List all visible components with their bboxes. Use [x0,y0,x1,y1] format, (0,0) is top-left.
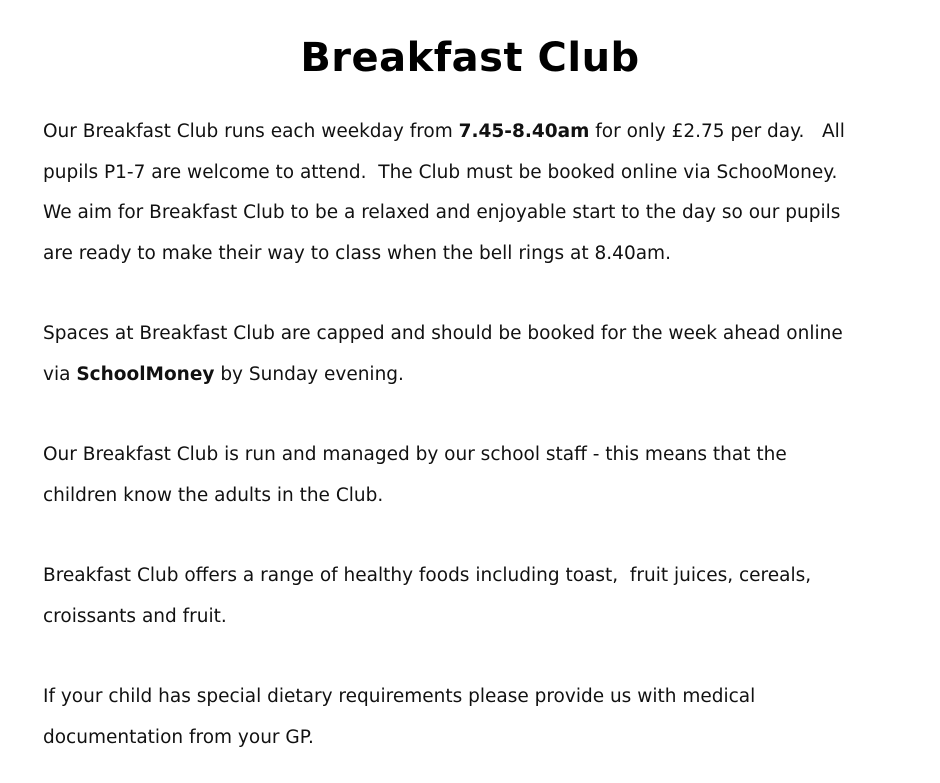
text-line: If your child has special dietary requirements please provide us with medical [43,686,756,707]
paragraph-dietary [43,677,913,758]
text-line: We aim for Breakfast Club to be a relaxed and enjoyable start to the day so our pupils [43,202,841,223]
text-line: Spaces at Breakfast Club are capped and should be booked for the week ahead online [43,323,843,344]
paragraph-staff [43,435,913,516]
text-line [43,355,913,396]
opening-hours: 7.45-8.40am [458,121,590,142]
text-run: via [43,363,77,385]
page-title: Breakfast Club [300,35,640,81]
text-line: pupils P1-7 are welcome to attend. The Club must be booked online via SchooMoney. [43,161,838,183]
schoolmoney-name: SchoolMoney [76,363,215,385]
text-line: documentation from your GP. [43,726,314,748]
text-run: for only £2.75 per day. All [589,121,845,142]
text-line: are ready to make their way to class when the bell rings at 8.40am. [43,242,671,264]
text-line [43,112,913,153]
text-line: Our Breakfast Club is run and managed by our school staff - this means that the [43,444,787,465]
document-body [43,112,913,758]
text-line: Breakfast Club offers a range of healthy foods including toast, fruit juices, cereals, [43,565,812,586]
text-line: croissants and fruit. [43,605,227,627]
paragraph-opening-times [43,112,913,274]
paragraph-booking [43,314,913,395]
text-line: children know the adults in the Club. [43,484,384,506]
text-run: by Sunday evening. [214,363,404,385]
text-run: Our Breakfast Club runs each weekday from [43,121,459,142]
paragraph-foods [43,556,913,637]
